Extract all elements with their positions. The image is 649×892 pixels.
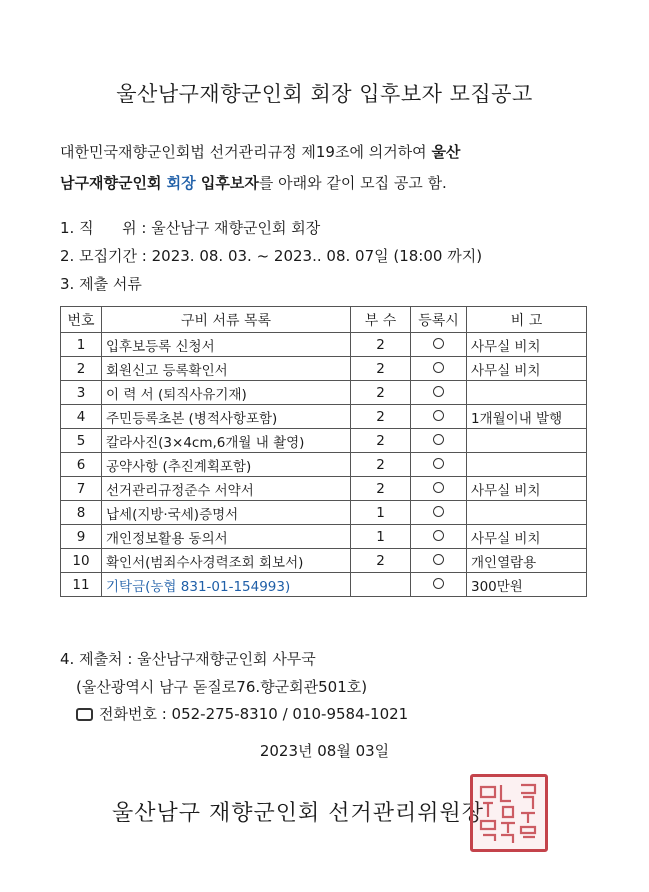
- cell-doc: 입후보등록 신청서: [102, 333, 351, 357]
- intro-bold-org: 남구재향군인회: [60, 174, 167, 192]
- cell-registration: [411, 549, 467, 573]
- item-position: 1. 직 위 : 울산남구 재향군인회 회장: [60, 219, 321, 237]
- cell-note: [467, 501, 587, 525]
- cell-count: 2: [351, 333, 411, 357]
- circle-icon: [433, 506, 444, 517]
- circle-icon: [433, 554, 444, 565]
- cell-count: 2: [351, 549, 411, 573]
- cell-note: 개인열람용: [467, 549, 587, 573]
- cell-note: [467, 453, 587, 477]
- seal-stamp: [470, 774, 548, 852]
- table-row: [61, 357, 587, 381]
- signature: 울산남구 재향군인회 선거관리위원장: [112, 801, 485, 826]
- circle-icon: [433, 482, 444, 493]
- header-note: 비 고: [467, 307, 587, 333]
- cell-doc: 회원신고 등록확인서: [102, 357, 351, 381]
- cell-count: 1: [351, 525, 411, 549]
- cell-registration: [411, 357, 467, 381]
- cell-no: 11: [61, 573, 102, 597]
- intro-line-1: [60, 141, 460, 162]
- cell-count: 2: [351, 477, 411, 501]
- notice-date: 2023년 08월 03일: [259, 742, 390, 760]
- documents-table: [60, 306, 587, 597]
- header-registration: 등록시: [411, 307, 467, 333]
- item-address: (울산광역시 남구 돋질로76.향군회관501호): [76, 678, 368, 696]
- cell-registration: [411, 525, 467, 549]
- circle-icon: [433, 578, 444, 589]
- phone-text: 전화번호 : 052-275-8310 / 010-9584-1021: [99, 705, 409, 723]
- cell-no: 3: [61, 381, 102, 405]
- cell-count: 2: [351, 453, 411, 477]
- table-row: [61, 525, 587, 549]
- cell-registration: [411, 573, 467, 597]
- cell-note: 300만원: [467, 573, 587, 597]
- cell-count: 2: [351, 381, 411, 405]
- cell-registration: [411, 501, 467, 525]
- cell-note: [467, 381, 587, 405]
- cell-doc: 공약사항 (추진계획포함): [102, 453, 351, 477]
- cell-doc: 기탁금(농협 831-01-154993): [102, 573, 351, 597]
- cell-no: 9: [61, 525, 102, 549]
- cell-doc: 칼라사진(3×4cm,6개월 내 촬영): [102, 429, 351, 453]
- item-period: 2. 모집기간 : 2023. 08. 03. ~ 2023.. 08. 07일 (18:00 까지): [60, 247, 483, 265]
- table-row: [61, 429, 587, 453]
- header-doc: 구비 서류 목록: [102, 307, 351, 333]
- cell-count: 2: [351, 405, 411, 429]
- cell-registration: [411, 381, 467, 405]
- circle-icon: [433, 458, 444, 469]
- cell-doc: 선거관리규정준수 서약서: [102, 477, 351, 501]
- header-count: 부 수: [351, 307, 411, 333]
- circle-icon: [433, 530, 444, 541]
- cell-registration: [411, 453, 467, 477]
- circle-icon: [433, 434, 444, 445]
- intro-bold-candidate: 입후보자: [195, 174, 259, 192]
- seal-pattern: [473, 777, 545, 849]
- intro-blue-position: 회장: [166, 174, 196, 192]
- circle-icon: [433, 410, 444, 421]
- cell-no: 7: [61, 477, 102, 501]
- intro-bold: 울산: [431, 143, 461, 161]
- table-row: [61, 477, 587, 501]
- cell-note: 사무실 비치: [467, 357, 587, 381]
- header-no: 번호: [61, 307, 102, 333]
- table-row: [61, 405, 587, 429]
- cell-doc: 납세(지방·국세)증명서: [102, 501, 351, 525]
- cell-no: 10: [61, 549, 102, 573]
- cell-note: [467, 429, 587, 453]
- item-phone: [76, 703, 408, 724]
- table-row: [61, 381, 587, 405]
- intro-line-2: [60, 172, 447, 193]
- cell-note: 사무실 비치: [467, 525, 587, 549]
- table-row: [61, 549, 587, 573]
- cell-count: [351, 573, 411, 597]
- cell-doc: 확인서(범죄수사경력조회 회보서): [102, 549, 351, 573]
- cell-no: 8: [61, 501, 102, 525]
- table-row: [61, 453, 587, 477]
- cell-doc: 개인정보활용 동의서: [102, 525, 351, 549]
- circle-icon: [433, 338, 444, 349]
- intro-rest: 를 아래와 같이 모집 공고 함.: [258, 174, 447, 192]
- table-row: [61, 573, 587, 597]
- cell-registration: [411, 477, 467, 501]
- cell-doc: 주민등록초본 (병적사항포함): [102, 405, 351, 429]
- cell-note: 1개월이내 발행: [467, 405, 587, 429]
- cell-count: 1: [351, 501, 411, 525]
- cell-count: 2: [351, 357, 411, 381]
- cell-note: 사무실 비치: [467, 333, 587, 357]
- circle-icon: [433, 386, 444, 397]
- cell-no: 4: [61, 405, 102, 429]
- cell-no: 1: [61, 333, 102, 357]
- table-row: [61, 501, 587, 525]
- item-docs-heading: 3. 제출 서류: [60, 275, 142, 293]
- cell-note: 사무실 비치: [467, 477, 587, 501]
- item-submit-place: 4. 제출처 : 울산남구재향군인회 사무국: [60, 650, 316, 668]
- cell-registration: [411, 333, 467, 357]
- cell-no: 2: [61, 357, 102, 381]
- circle-icon: [433, 362, 444, 373]
- cell-registration: [411, 405, 467, 429]
- cell-no: 6: [61, 453, 102, 477]
- phone-icon: [76, 708, 93, 721]
- cell-registration: [411, 429, 467, 453]
- table-header-row: [61, 307, 587, 333]
- cell-count: 2: [351, 429, 411, 453]
- cell-doc: 이 력 서 (퇴직사유기재): [102, 381, 351, 405]
- cell-no: 5: [61, 429, 102, 453]
- table-row: [61, 333, 587, 357]
- intro-text: 대한민국재향군인회법 선거관리규정 제19조에 의거하여: [60, 143, 432, 161]
- page-title: 울산남구재향군인회 회장 입후보자 모집공고: [116, 82, 533, 106]
